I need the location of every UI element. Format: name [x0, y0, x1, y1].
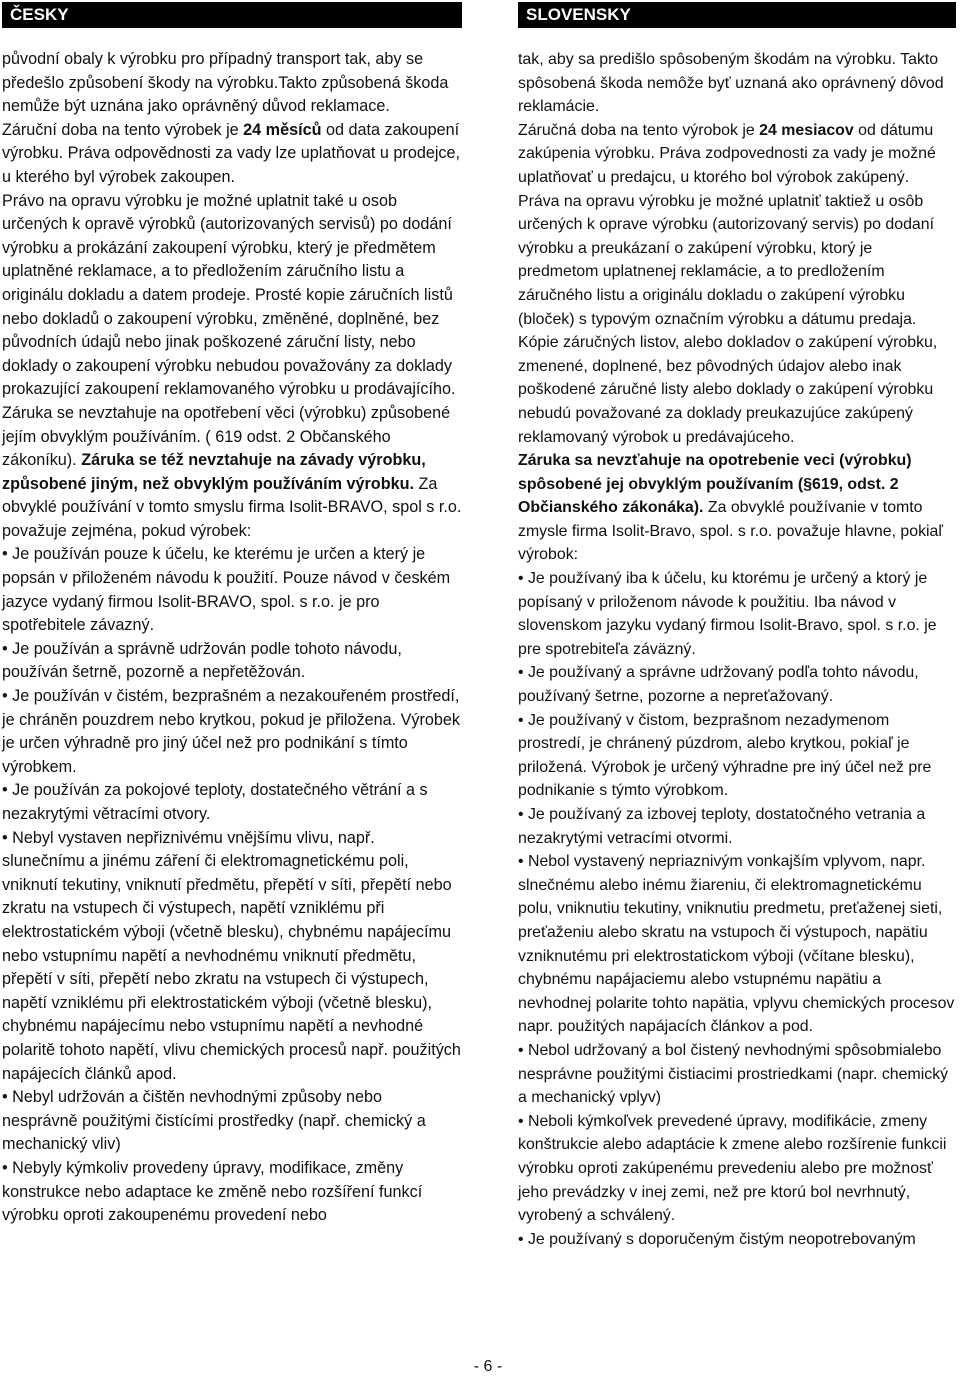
slovak-text: [518, 48, 956, 1251]
slovak-bullet-temperature: • Je používaný za izbovej teploty, dostatočného vetrania a nezakrytými vetracími otvormi.: [518, 806, 926, 847]
czech-bullet-external-influence: • Nebyl vystaven nepřiznivému vnějšímu vlivu, např. slunečnímu a jinému záření či elektromagnetickému poli, vniknutí tekutiny, vniknutí předmětu, přepětí v síti, přepětí nebo zkratu na vstupech či výstupech, napětí vzniklému při elektrostatickém výboji (včetně blesku), chybnému napájecímu nebo vstupnímu napětí a nevhodnému vniknutí předmětu, přepětí v síti, přepětí nebo zkratu na vstupech či výstupech, napětí vzniklému při elektrostatickém výboji (včetně blesku), chybnému napájecímu nebo vstupnímu napětí a nevhodné polaritě tohoto napětí, vlivu chemických procesů např. použitých napájecích článků apod.: [2, 828, 461, 1083]
czech-bullet-purpose: • Je používán pouze k účelu, ke kterému je určen a který je popsán v přiloženém návodu k použití. Pouze návod v českém jazyce vydaný firmou Isolit-BRAVO, spol. s r.o. je pro spotřebitele závazný.: [2, 545, 451, 635]
slovak-bullet-cleaning: • Nebol udržovaný a bol čistený nevhodnými spôsobmialebo nesprávne použitými čistiacimi prostriedkami (napr. chemický a mechanický vplyv): [518, 1041, 949, 1107]
slovak-bullet-environment: • Je používaný v čistom, bezprašnom nezadymenom prostredí, je chránený púzdrom, alebo krytkou, pokiaľ je priložená. Výrobok je určený výhradne pre iný účel než pre podnikanie s týmto výrobkom.: [518, 711, 932, 800]
slovak-bullet-modifications: • Neboli kýmkoľvek prevedené úpravy, modifikácie, zmeny konštrukcie alebo adaptácie k zmene alebo rozšírenie funkcii výrobku oproti zakúpenému prevedeniu alebo pre možnosť jeho prevádzky v inej zemi, než pre ktorú bol nevrhnutý, vyrobený a schválený.: [518, 1112, 947, 1225]
czech-warranty-months: 24 měsíců: [243, 120, 322, 139]
slovak-bullet-clean-use: • Je používaný s doporučeným čistým neopotrebovaným: [518, 1230, 916, 1248]
slovak-bullet-external-influence: • Nebol vystavený nepriaznivým vonkajším vplyvom, napr. slnečnému alebo inému žiareniu, či elektromagnetickému polu, vniknutiu tekutiny, vniknutiu predmetu, preťaženej sieti, preťaženiu alebo skratu na vstupoch či výstupoch, napätiu vzniknutému pri elektrostatickom výboji (včítane blesku), chybnému napájaciemu alebo vstupnému napätiu a nevhodnej polarite tohto napätia, vplyvu chemických procesov napr. použitých napájacích článkov a pod.: [518, 853, 955, 1036]
slovak-paragraph-warranty-period: Záručná doba na tento výrobok je 24 mesiacov od dátumu zakúpenia výrobku. Práva zodpovednosti za vady je možné uplatňovať u predajcu, u ktorého bol výrobok zakúpený.: [518, 121, 936, 186]
slovak-bullet-purpose: • Je používaný iba k účelu, ku ktorému je určený a ktorý je popísaný v priloženom návode k použitiu. Iba návod v slovenskom jazyku vydaný firmou Isolit-Bravo, spol. s r.o. je pre spotrebiteľa záväzný.: [518, 570, 937, 658]
czech-paragraph-warranty-period: Záruční doba na tento výrobek je 24 měsíců od data zakoupení výrobku. Práva odpovědnosti za vady lze uplatňovat u prodejce, u kterého byl výrobek zakoupen.: [2, 120, 461, 186]
slovak-paragraph-repair-rights: Práva na opravu výrobku je možné uplatniť taktiež u osôb určených k oprave výrobku (autorizovaný servis) po dodaní výrobku a preukázaní o zakúpení výrobku, ktorý je predmetom uplatnenej reklamácie, a to predložením záručného listu a originálu dokladu o zakúpení výrobku (bloček) s typovým označním výrobku a dátumu predaja. Kópie záručných listov, alebo dokladov o zakúpení výrobku, zmenené, doplnené, bez pôvodných údajov alebo inak poškodené záručné listy alebo doklady o zakúpení výrobku nebudú považované za doklady preukazujúce zakúpený reklamovaný výrobok u predávajúceho.: [518, 192, 938, 446]
czech-text: [2, 48, 462, 1228]
czech-column: [2, 0, 462, 1228]
czech-bullet-environment: • Je používán v čistém, bezprašném a nezakouřeném prostředí, je chráněn pouzdrem nebo krytkou, pokud je přiložena. Výrobek je určen výhradně pro jiný účel než pro podnikání s tímto výrobkem.: [2, 687, 461, 776]
slovak-bullet-maintenance: • Je používaný a správne udržovaný podľa tohto návodu, používaný šetrne, pozorne a nepreťažovaný.: [518, 664, 919, 706]
slovak-column: [518, 0, 956, 1251]
czech-bullet-maintenance: • Je používán a správně udržován podle tohoto návodu, používán šetrně, pozorně a nepřetěžován.: [2, 639, 402, 682]
czech-exclusion-bold: Záruka se též nevztahuje na závady výrobku, způsobené jiným, než obvyklým používáním výrobku.: [2, 451, 426, 493]
slovak-exclusion-bold: Záruka sa nevzťahuje na opotrebenie veci (výrobku) spôsobené jej obvyklým používaním (§619, odst. 2 Občianského zákonáka).: [518, 452, 912, 517]
slovak-paragraph-packaging: tak, aby sa predišlo spôsobeným škodám na výrobku. Takto spôsobená škoda nemôže byť uznaná ako oprávnený dôvod reklamácie.: [518, 51, 944, 116]
slovak-paragraph-exclusion: Záruka sa nevzťahuje na opotrebenie veci (výrobku) spôsobené jej obvyklým používaním (§619, odst. 2 Občianského zákonáka). Za obvyklé používanie v tomto zmysle firma Isolit-Bravo, spol. s r.o. považuje hlavne, pokiaľ výrobok:: [518, 452, 944, 564]
czech-header: ČESKY: [2, 2, 462, 28]
czech-bullet-temperature: • Je používán za pokojové teploty, dostatečného větrání a s nezakrytými větracími otvory.: [2, 781, 428, 823]
czech-bullet-cleaning: • Nebyl udržován a čištěn nevhodnými způsoby nebo nesprávně použitými čistícími prostředky (např. chemický a mechanický vliv): [2, 1088, 426, 1154]
slovak-warranty-months: 24 mesiacov: [759, 121, 854, 139]
czech-paragraph-repair-rights: Právo na opravu výrobku je možné uplatnit také u osob určených k opravě výrobků (autorizovaných servisů) po dodání výrobku a prokázání zakoupení výrobku, který je předmětem uplatněné reklamace, a to předložením záručního listu a originálu dokladu a datem prodeje. Prosté kopie záručních listů nebo dokladů o zakoupení výrobku, změněné, doplněné, bez původních údajů nebo jinak poškozené záruční listy, nebo doklady o zakoupení výrobku nebudou považovány za doklady prokazující zakoupení reklamovaného výrobku u prodávajícího. Záruka se nevztahuje na opotřebení věci (výrobku) způsobené jejím obvyklým používáním. ( 619 odst. 2 Občanského zákoníku). Záruka se též nevztahuje na závady výrobku, způsobené jiným, než obvyklým používáním výrobku. Za obvyklé používání v tomto smyslu firma Isolit-BRAVO, spol s r.o. považuje zejména, pokud výrobek:: [2, 191, 462, 540]
czech-bullet-modifications: • Nebyly kýmkoliv provedeny úpravy, modifikace, změny konstrukce nebo adaptace ke změně nebo rozšíření funkcí výrobku oproti zakoupenému provedení nebo: [2, 1158, 423, 1225]
slovak-header: SLOVENSKY: [518, 2, 956, 28]
czech-paragraph-packaging: původní obaly k výrobku pro případný transport tak, aby se předešlo způsobení škody na výrobku.Takto způsobená škoda nemůže být uznána jako oprávněný důvod reklamace.: [2, 50, 449, 116]
page-number: - 6 -: [473, 1358, 503, 1375]
